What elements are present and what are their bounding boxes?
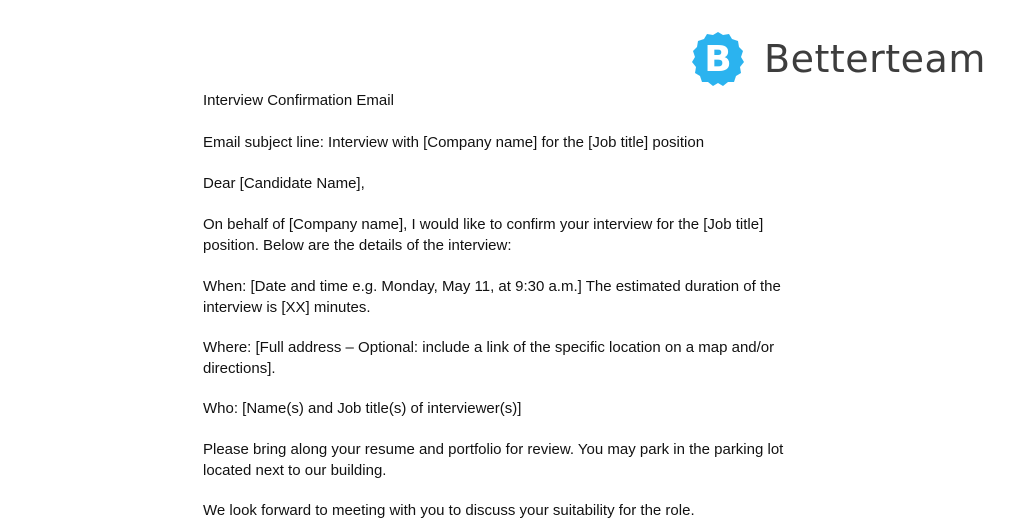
where-paragraph: Where: [Full address – Optional: include a link of the specific location on a map and/or directions]. [203, 339, 775, 377]
who-paragraph: Who: [Name(s) and Job title(s) of interviewer(s)] [203, 400, 522, 417]
badge-icon [690, 31, 746, 87]
bring-paragraph: Please bring along your resume and portfolio for review. You may park in the parking lot located next to our building. [203, 441, 784, 479]
closing-paragraph: We look forward to meeting with you to discuss your suitability for the role. [203, 502, 695, 519]
intro-paragraph: On behalf of [Company name], I would like to confirm your interview for the [Job title] position. Below are the details of the interview: [203, 216, 764, 254]
greeting: Dear [Candidate Name], [203, 175, 365, 192]
document-title: Interview Confirmation Email [203, 92, 394, 109]
svg-text:B: B [704, 39, 732, 80]
subject-line: Email subject line: Interview with [Company name] for the [Job title] position [203, 134, 705, 151]
betterteam-logo [690, 31, 986, 87]
when-paragraph: When: [Date and time e.g. Monday, May 11, at 9:30 a.m.] The estimated duration of the interview is [XX] minutes. [203, 278, 781, 316]
brand-name: Betterteam [764, 37, 986, 81]
